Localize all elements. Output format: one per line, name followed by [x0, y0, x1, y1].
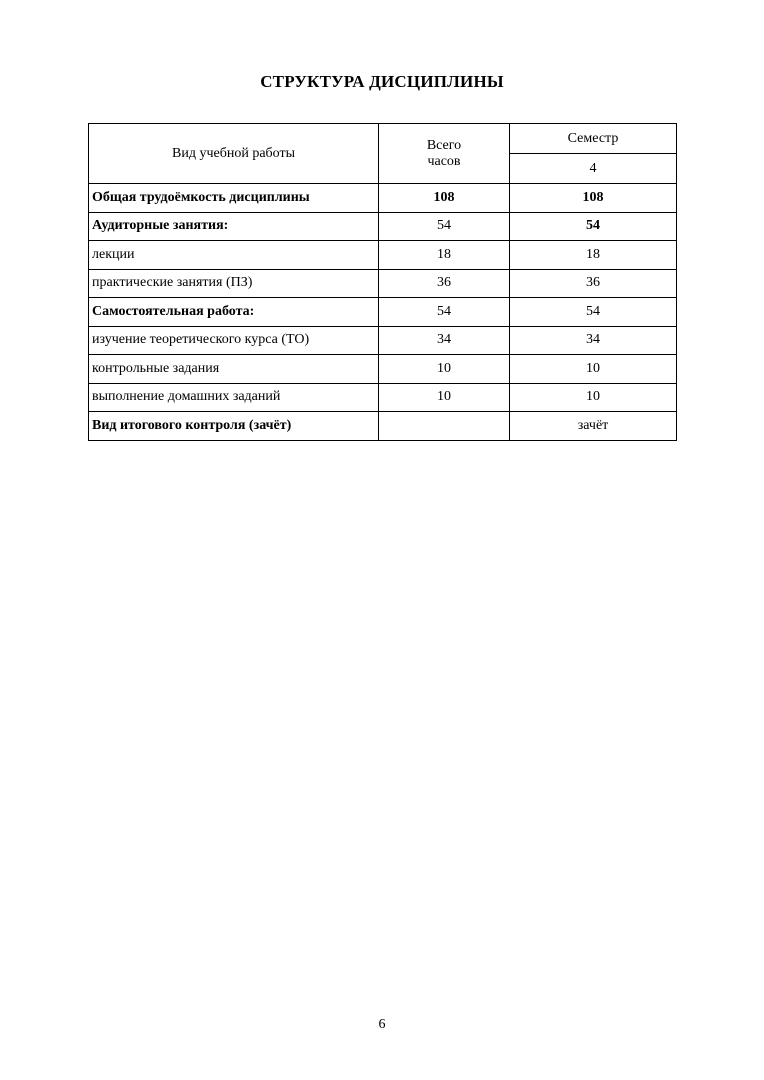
row-semester: 108 — [510, 184, 677, 213]
table-row — [89, 298, 677, 327]
row-semester: 10 — [510, 355, 677, 384]
row-label: практические занятия (ПЗ) — [89, 269, 379, 298]
row-label: Общая трудоёмкость дисциплины — [89, 184, 379, 213]
table-row — [89, 383, 677, 412]
row-label: Вид итогового контроля (зачёт) — [89, 412, 379, 441]
row-semester: 54 — [510, 212, 677, 241]
row-semester: зачёт — [510, 412, 677, 441]
row-total: 108 — [379, 184, 510, 213]
row-total — [379, 412, 510, 441]
row-total: 36 — [379, 269, 510, 298]
row-label: изучение теоретического курса (ТО) — [89, 326, 379, 355]
header-total-line1: Всего — [426, 137, 462, 153]
page-title: СТРУКТУРА ДИСЦИПЛИНЫ — [260, 72, 504, 91]
row-semester: 36 — [510, 269, 677, 298]
table-row — [89, 269, 677, 298]
row-total: 18 — [379, 241, 510, 270]
table-row — [89, 212, 677, 241]
row-total: 54 — [379, 298, 510, 327]
row-total: 34 — [379, 326, 510, 355]
header-work-type: Вид учебной работы — [89, 124, 379, 184]
page-number: 6 — [378, 1017, 386, 1032]
row-total: 10 — [379, 383, 510, 412]
row-label: лекции — [89, 241, 379, 270]
row-total: 54 — [379, 212, 510, 241]
table-header-row — [89, 124, 677, 154]
table-row — [89, 241, 677, 270]
row-label: выполнение домашних заданий — [89, 383, 379, 412]
row-semester: 10 — [510, 383, 677, 412]
row-total: 10 — [379, 355, 510, 384]
row-label: Самостоятельная работа: — [89, 298, 379, 327]
discipline-structure-table — [88, 123, 677, 441]
table-row — [89, 184, 677, 213]
table-row — [89, 412, 677, 441]
row-semester: 18 — [510, 241, 677, 270]
table-row — [89, 355, 677, 384]
header-semester: Семестр — [510, 124, 677, 154]
table-row — [89, 326, 677, 355]
row-label: Аудиторные занятия: — [89, 212, 379, 241]
row-semester: 54 — [510, 298, 677, 327]
header-total-line2: часов — [427, 153, 461, 169]
row-label: контрольные задания — [89, 355, 379, 384]
row-semester: 34 — [510, 326, 677, 355]
header-semester-number: 4 — [510, 154, 677, 184]
header-total-hours — [379, 124, 510, 184]
